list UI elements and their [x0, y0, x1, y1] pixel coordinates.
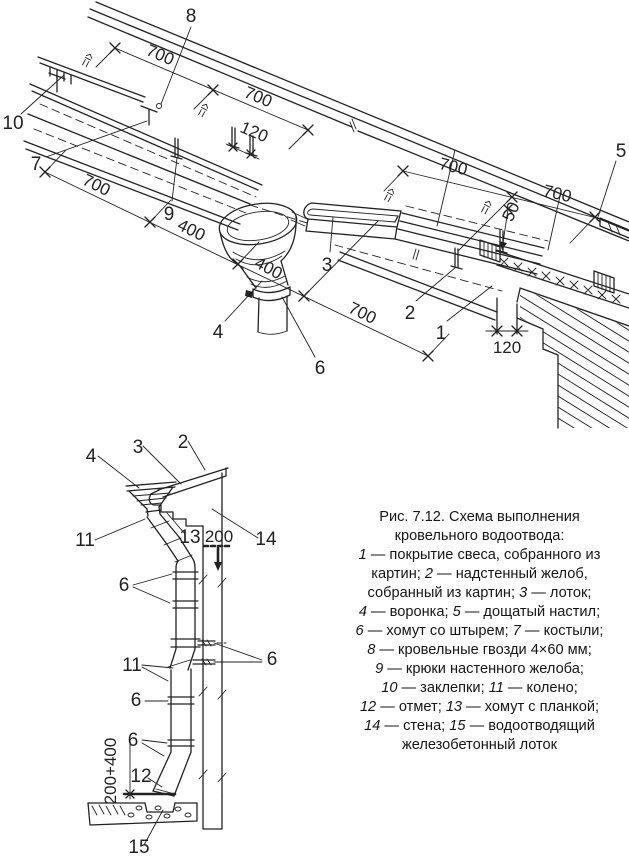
section-callout-15-label: 15	[128, 837, 150, 857]
section-callout-6-upper	[119, 574, 172, 603]
dim-120-hook-spacing	[226, 118, 271, 159]
callout-10-label: 10	[2, 113, 24, 134]
caption-legend-line: железобетонный лоток	[401, 737, 558, 753]
wall-pins	[193, 640, 226, 665]
caption-legend-line: 4 — воронка; 5 — дощатый настил;	[358, 604, 601, 620]
section-callout-6-label: 6	[130, 690, 142, 711]
callout-6-label: 6	[314, 358, 326, 379]
roof-eave-profile	[149, 468, 228, 526]
dim-120-label: 120	[237, 117, 271, 147]
section-downpipe-lower	[168, 669, 194, 752]
dim-bottom-chain	[40, 150, 449, 361]
section-callout-3-label: 3	[132, 437, 144, 458]
dim-400-label: 400	[174, 215, 209, 245]
dim-700-label: 700	[79, 170, 114, 200]
section-elbow-lower	[168, 649, 195, 670]
dim-right-700-chain	[384, 154, 600, 251]
dim-200-label: 200	[204, 527, 234, 546]
dim-700-label: 700	[345, 298, 380, 328]
dim-700-label: 700	[437, 154, 470, 180]
dim-700-label: 700	[541, 181, 574, 207]
dim-50-label: 50	[498, 199, 524, 225]
section-callout-4-label: 4	[85, 446, 97, 467]
section-callout-6-right	[214, 643, 277, 670]
callout-4-label: 4	[212, 322, 224, 343]
section-callout-11-label: 11	[122, 655, 142, 676]
callout-3-label: 3	[321, 255, 333, 276]
tray	[304, 203, 401, 239]
dim-200-400-label: 200+400	[101, 737, 120, 805]
callout-7-label: 7	[30, 154, 42, 175]
section-callout-4	[86, 446, 139, 488]
section-callout-14-label: 14	[255, 529, 277, 550]
iso-view	[2, 2, 629, 479]
caption-legend-line: 8 — кровельные гвозди 4×60 мм;	[367, 642, 592, 658]
callout-9-label: 9	[163, 204, 175, 225]
caption-legend-line: собранный из картин; 3 — лоток;	[367, 585, 592, 601]
caption-legend-line: 9 — крюки настенного желоба;	[375, 661, 584, 677]
callout-5	[597, 141, 626, 220]
eave-drip-edge	[38, 57, 145, 102]
section-callout-11-lower	[122, 655, 173, 681]
caption-legend-line: картин; 2 — надстенный желоб,	[371, 566, 588, 582]
dim-400-label: 400	[251, 253, 286, 284]
section-downpipe-upper	[171, 556, 200, 649]
callout-7	[31, 121, 147, 175]
caption-legend-line: 12 — отмет; 13 — хомут с планкой;	[359, 699, 600, 715]
caption-title-line-2: кровельного водоотвода:	[394, 528, 565, 544]
outlet-elbow	[153, 752, 191, 796]
section-callout-6-label: 6	[266, 649, 278, 670]
caption-legend-line: 14 — стена; 15 — водоотводящий	[364, 718, 595, 734]
anchor-block-right	[594, 271, 614, 293]
section-callout-12-label: 12	[130, 766, 152, 787]
section-view	[75, 432, 277, 857]
section-callout-12	[130, 766, 162, 787]
wall-section	[199, 473, 226, 795]
callout-6	[282, 297, 325, 379]
dim-200-gap	[204, 527, 233, 571]
funnel-clamp-bolt	[245, 290, 253, 298]
gutter-hooks	[171, 127, 507, 269]
callout-8-label: 8	[185, 6, 197, 27]
caption-legend-line: 10 — заклепки; 11 — колено;	[381, 680, 578, 696]
dim-120-label: 120	[492, 338, 522, 357]
section-callout-6-label: 6	[118, 575, 130, 596]
section-callout-2-label: 2	[177, 432, 189, 453]
figure-caption	[333, 508, 626, 755]
section-callout-11-upper	[75, 519, 145, 551]
caption-title-line-1: Рис. 7.12. Схема выполнения	[379, 509, 580, 525]
section-callout-13	[167, 513, 201, 548]
callout-9	[164, 158, 177, 225]
section-callout-13-label: 13	[179, 527, 201, 548]
caption-legend-line: 1 — покрытие свеса, собранного из	[358, 547, 601, 563]
section-callout-3	[133, 437, 181, 484]
section-callout-11-label: 11	[75, 530, 95, 551]
section-callout-2	[178, 432, 205, 470]
caption-legend-line: 6 — хомут со штырем; 7 — костыли;	[355, 623, 604, 639]
section-callout-6-lower	[128, 730, 167, 756]
pebble-fill	[92, 805, 191, 819]
dim-700-label: 700	[241, 82, 275, 112]
dim-120-wall-offset	[486, 326, 528, 357]
rivet-marks	[50, 67, 71, 84]
section-callout-6-mid	[131, 690, 168, 711]
callout-3	[322, 217, 333, 276]
callout-1-label: 1	[435, 323, 447, 344]
section-funnel	[126, 482, 176, 516]
dim-700-label: 700	[143, 40, 177, 70]
callout-2-label: 2	[404, 303, 416, 324]
section-callout-6-label: 6	[127, 730, 139, 751]
callout-5-label: 5	[615, 141, 627, 162]
